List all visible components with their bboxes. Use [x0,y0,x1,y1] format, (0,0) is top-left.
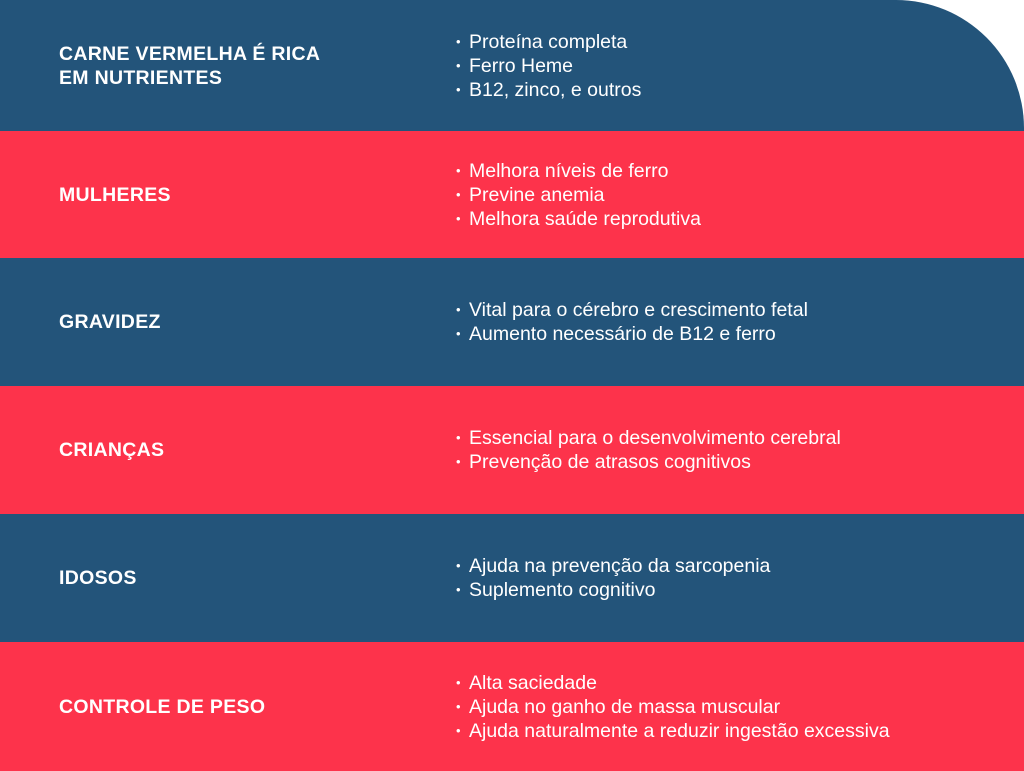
row-title-line: CRIANÇAS [59,439,165,461]
benefit-item: • Ajuda naturalmente a reduzir ingestão excessiva [456,719,1016,743]
benefit-item: • Melhora níveis de ferro [456,159,1016,183]
row-pregnancy [0,258,1024,386]
row-title [59,0,419,131]
row-children [0,386,1024,514]
benefit-item: • Vital para o cérebro e crescimento fetal [456,298,1016,322]
benefit-item: • Suplemento cognitivo [456,578,1016,602]
benefit-item: • Alta saciedade [456,671,1016,695]
benefit-item: • Ajuda no ganho de massa muscular [456,695,1016,719]
row-title-line: EM NUTRIENTES [59,66,223,89]
row-title-line: GRAVIDEZ [59,311,161,333]
benefit-item: • B12, zinco, e outros [456,78,1016,102]
benefit-item: • Prevenção de atrasos cognitivos [456,450,1016,474]
benefit-item: • Essencial para o desenvolvimento cerebral [456,426,1016,450]
benefit-list [456,514,1016,642]
benefit-item: • Ajuda na prevenção da sarcopenia [456,554,1016,578]
benefit-item: • Melhora saúde reprodutiva [456,207,1016,231]
benefit-item: • Aumento necessário de B12 e ferro [456,322,1016,346]
row-women [0,131,1024,258]
benefit-list [456,642,1016,771]
row-nutrients [0,0,1024,131]
row-title [59,386,419,514]
benefit-item: • Previne anemia [456,183,1016,207]
row-title-line: CARNE VERMELHA É RICA [59,42,321,65]
row-title [59,642,419,771]
benefit-list [456,0,1016,131]
row-elderly [0,514,1024,642]
benefit-item: • Ferro Heme [456,54,1016,78]
row-title-line: IDOSOS [59,567,137,589]
benefit-item: • Proteína completa [456,30,1016,54]
row-title [59,258,419,386]
row-title [59,131,419,258]
benefit-list [456,386,1016,514]
row-weight-control [0,642,1024,771]
row-title [59,514,419,642]
benefit-list [456,258,1016,386]
benefit-list [456,131,1016,258]
row-title-line: MULHERES [59,183,171,206]
row-title-line: CONTROLE DE PESO [59,695,266,718]
